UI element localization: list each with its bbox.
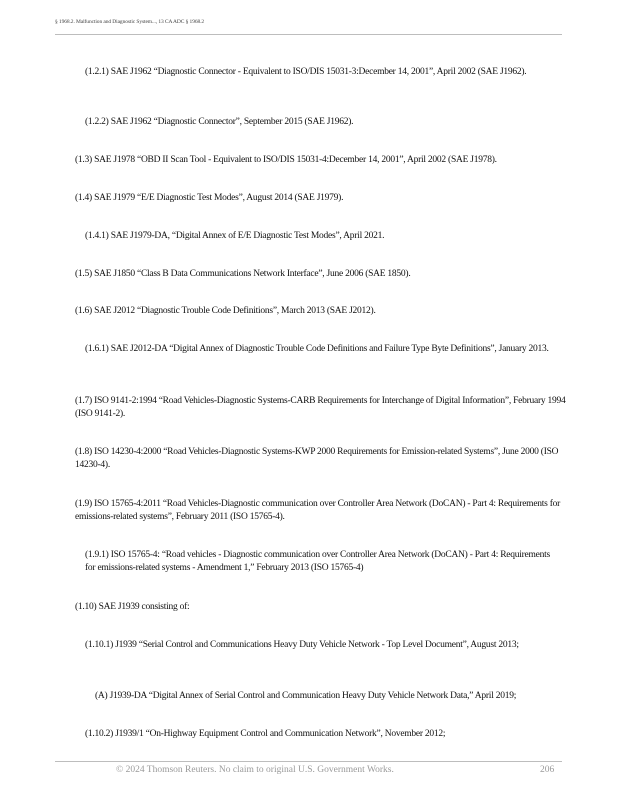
paragraph-1-4-1: (1.4.1) SAE J1979-DA, “Digital Annex of E/E Diagnostic Test Modes”, April 2021.	[85, 231, 385, 241]
paragraph-1-7: (1.7) ISO 9141-2:1994 “Road Vehicles-Diagnostic Systems-CARB Requirements for Interchange of Digital Information”, February 1994 (ISO 9141-2).	[75, 396, 566, 419]
header-divider	[55, 34, 562, 35]
paragraph-1-8: (1.8) ISO 14230-4:2000 “Road Vehicles-Diagnostic Systems-KWP 2000 Requirements for Emission-related Systems”, June 2000 (ISO 14230-4).	[75, 447, 559, 470]
paragraph-1-9-1: (1.9.1) ISO 15765-4: “Road vehicles - Diagnostic communication over Controller Area Network (DoCAN) - Part 4: Requirements for emissions-related systems - Amendment 1,” February 2013 (ISO 15765-4)	[85, 550, 550, 573]
paragraph-1-6-1: (1.6.1) SAE J2012-DA “Digital Annex of Diagnostic Trouble Code Definitions and Failure Type Byte Definitions”, January 2013.	[85, 344, 549, 354]
paragraph-1-10-1-a: (A) J1939-DA “Digital Annex of Serial Control and Communication Heavy Duty Vehicle Network Data,” April 2019;	[95, 691, 517, 701]
paragraph-1-5: (1.5) SAE J1850 “Class B Data Communications Network Interface”, June 2006 (SAE 1850).	[75, 269, 411, 279]
running-header: § 1968.2. Malfunction and Diagnostic System..., 13 CA ADC § 1968.2	[55, 19, 205, 25]
footer-copyright: © 2024 Thomson Reuters. No claim to original U.S. Government Works.	[116, 765, 394, 775]
paragraph-1-9: (1.9) ISO 15765-4:2011 “Road Vehicles-Diagnostic communication over Controller Area Network (DoCAN) - Part 4: Requirements for emissions-related systems”, February 2011 (ISO 15765-4).	[75, 499, 561, 522]
paragraph-1-3: (1.3) SAE J1978 “OBD II Scan Tool - Equivalent to ISO/DIS 15031-4:December 14, 2001”, April 2002 (SAE J1978).	[75, 155, 497, 165]
paragraph-1-2-2: (1.2.2) SAE J1962 “Diagnostic Connector”, September 2015 (SAE J1962).	[85, 117, 354, 127]
paragraph-1-10-2: (1.10.2) J1939/1 “On-Highway Equipment Control and Communication Network”, November 2012;	[85, 729, 446, 739]
paragraph-1-10-1: (1.10.1) J1939 “Serial Control and Communications Heavy Duty Vehicle Network - Top Level Document”, August 2013;	[85, 640, 519, 650]
paragraph-1-6: (1.6) SAE J2012 “Diagnostic Trouble Code Definitions”, March 2013 (SAE J2012).	[75, 306, 376, 316]
page-number: 206	[540, 765, 555, 775]
footer-divider	[55, 761, 562, 762]
paragraph-1-2-1: (1.2.1) SAE J1962 “Diagnostic Connector - Equivalent to ISO/DIS 15031-3:December 14, 2001”, April 2002 (SAE J1962).	[85, 67, 527, 77]
paragraph-1-10: (1.10) SAE J1939 consisting of:	[75, 602, 190, 612]
paragraph-1-4: (1.4) SAE J1979 “E/E Diagnostic Test Modes”, August 2014 (SAE J1979).	[75, 193, 344, 203]
